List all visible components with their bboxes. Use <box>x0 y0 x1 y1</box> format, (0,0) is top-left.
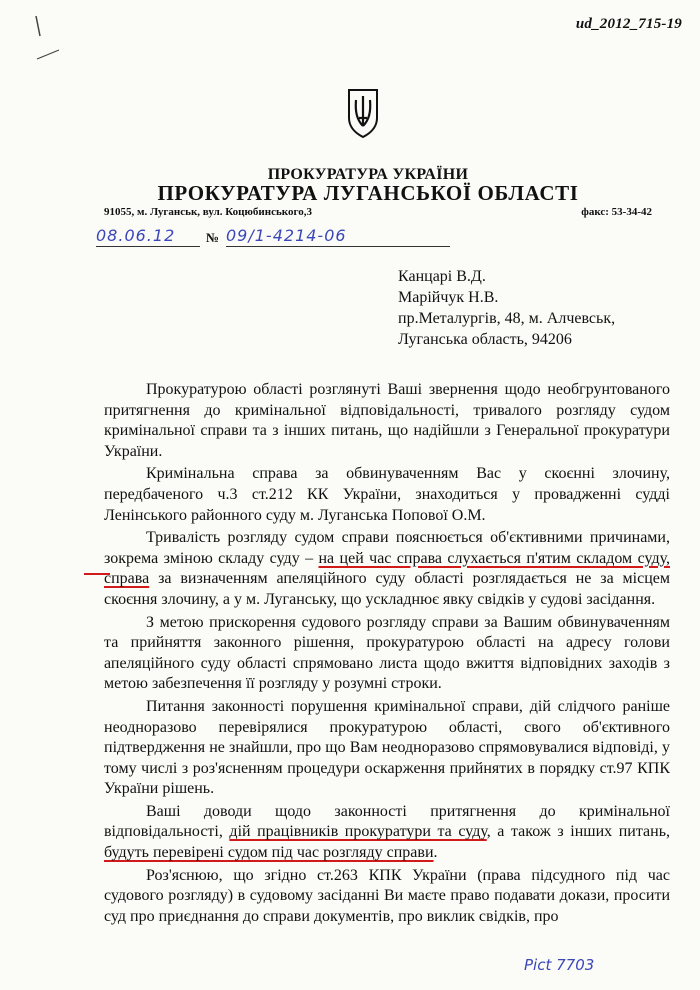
margin-underline-stroke <box>84 573 110 575</box>
paragraph: Кримінальна справа за обвинуваченням Вас у скоєнні злочину, передбаченого ч.3 ст.212 КК України, знаходиться у провадженні судді Ленінського районного суду м. Луганська Попової О.М. <box>104 465 670 524</box>
registration-date: 08.06.12 <box>96 226 200 247</box>
highlighted-text: будуть перевірені судом під час розгляду справи <box>104 844 434 862</box>
text-run: Ваші доводи щодо законності притягнення до кримінальної відповідальності, <box>104 802 670 841</box>
paragraph <box>104 528 670 610</box>
recipient-line: Канцарі В.Д. <box>398 268 486 285</box>
org-main-title: ПРОКУРАТУРА ЛУГАНСЬКОЇ ОБЛАСТІ <box>157 181 579 205</box>
highlighted-text: на цей час справа слухається п'ятим складом суду, справа <box>104 549 670 588</box>
registration-number: 09/1-4214-06 <box>226 226 450 247</box>
paragraph: Роз'яснюю, що згідно ст.263 КПК України (права підсудного під час судового розгляду) в судовому засіданні Ви маєте право подавати докази, просити суд про приєднання до справи документів, про виклик свідків, про <box>104 866 670 925</box>
picture-stamp: Pict 7703 <box>524 956 595 974</box>
address-line <box>104 206 652 218</box>
registration-number-label: № <box>206 230 220 245</box>
paragraph: Питання законності порушення кримінальної справи, дій слідчого раніше неодноразово перевірялися прокуратурою області, свого об'єктивного підтвердження не знайшли, про що Вам неодноразово спрямовувалися відповіді, у тому числі з роз'ясненням процедури оскарження прийнятих в порядку ст.97 КПК України рішень. <box>104 697 670 798</box>
text-run: за визначенням апеляційного суду області розглядається не за місцем скоєння злочину, а у м. Луганську, що ускладнює явку свідків у судові засідання. <box>104 570 670 608</box>
paragraph <box>104 802 670 864</box>
document-id: ud_2012_715-19 <box>575 16 682 32</box>
recipient-line: пр.Металургів, 48, м. Алчевськ, <box>398 310 616 327</box>
org-fax: факс: 53-34-42 <box>581 206 652 218</box>
org-address: 91055, м. Луганськ, вул. Коцюбинського,3 <box>104 206 312 218</box>
letter-body <box>104 380 670 929</box>
text-run: Тривалість розгляду судом справи пояснюється об'єктивними причинами, зокрема зміною складу суду – <box>104 529 670 567</box>
paragraph: Прокуратурою області розглянуті Ваші звернення щодо необгрунтованого притягнення до кримінальної відповідальності, тривалого розгляду судом кримінальної справи та з інших питань, що надійшли з Генеральної прокуратури України. <box>104 381 670 460</box>
text-run: . <box>433 844 438 862</box>
margin-scribble <box>34 14 64 64</box>
text-run: , а також з інших питань, <box>486 823 670 841</box>
org-top-title: ПРОКУРАТУРА УКРАЇНИ <box>267 166 469 183</box>
highlighted-text: дій працівників прокуратури та суду <box>229 823 487 841</box>
trident-emblem-icon <box>345 88 381 138</box>
recipient-line: Марійчук Н.В. <box>398 289 499 306</box>
recipient-line: Луганська область, 94206 <box>398 331 572 348</box>
paragraph: З метою прискорення судового розгляду справи за Вашим обвинуваченням та прийняття законного рішення, прокуратурою області на адресу голови апеляційного суду області спрямовано листа щодо вжиття відповідних заходів з метою забезпечення її розгляду у розумні строки. <box>104 613 670 693</box>
recipient-block <box>398 266 615 350</box>
